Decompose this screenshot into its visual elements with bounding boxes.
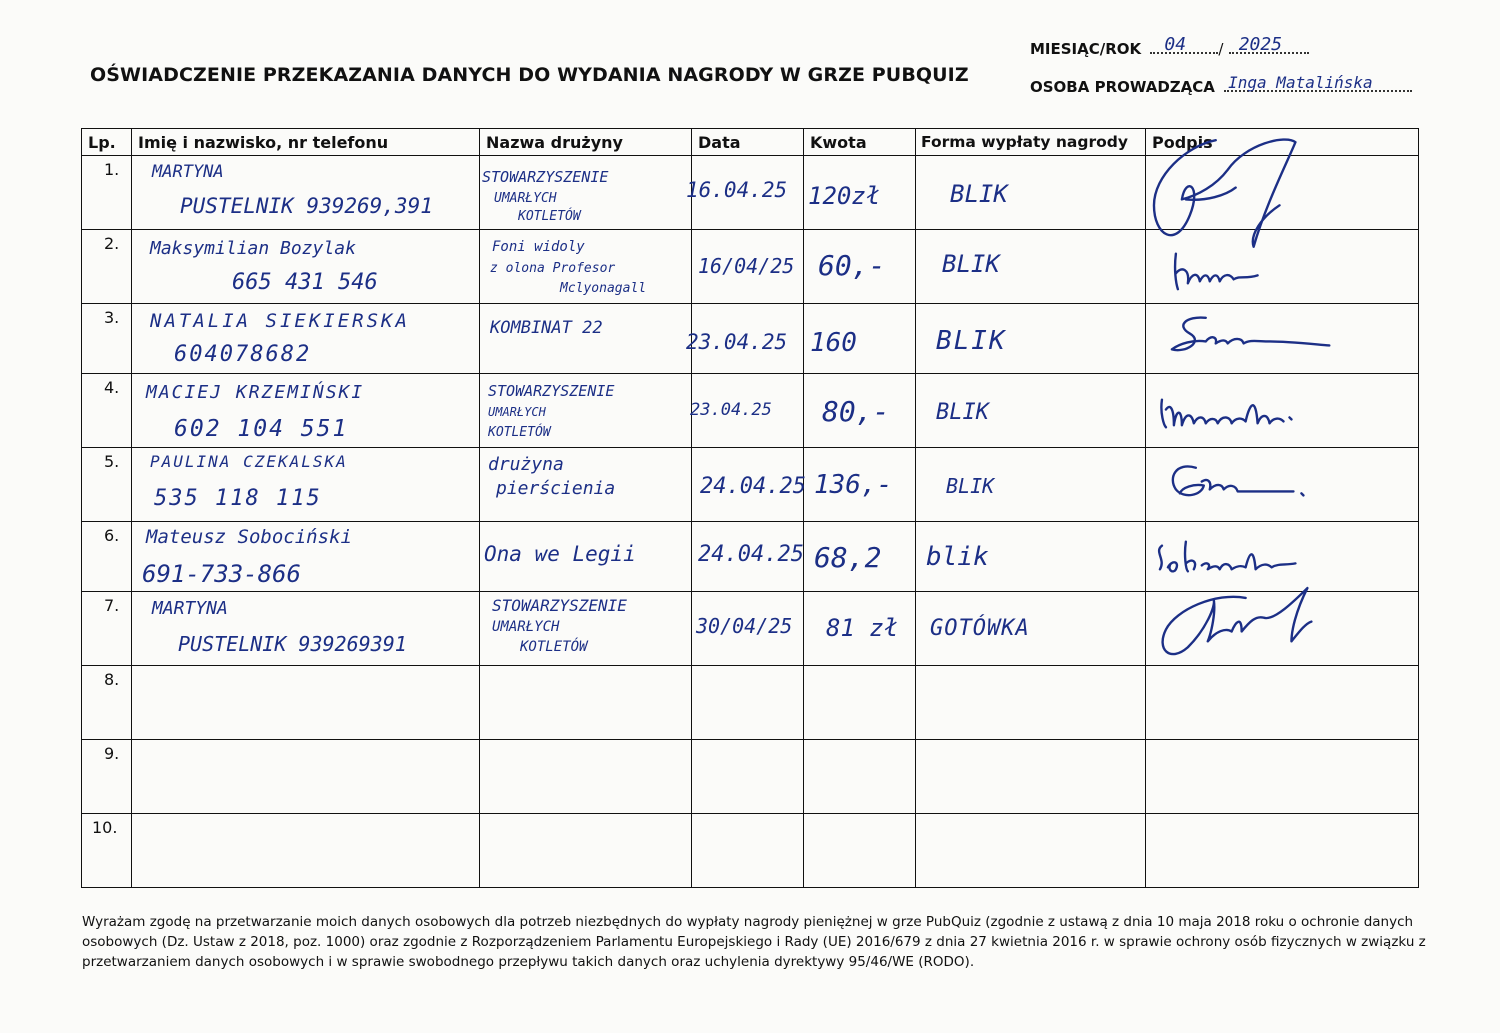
- date-cell[interactable]: [692, 740, 804, 814]
- name-phone-cell[interactable]: [132, 666, 480, 740]
- signature-cell[interactable]: [1146, 374, 1419, 448]
- date-value: 24.04.25: [700, 474, 806, 499]
- payment-value: GOTÓWKA: [930, 616, 1030, 641]
- col-header-lp: Lp.: [82, 129, 132, 156]
- payment-value: BLIK: [936, 400, 989, 425]
- person-phone: PUSTELNIK 939269391: [178, 632, 407, 656]
- name-phone-cell[interactable]: [132, 522, 480, 592]
- date-cell[interactable]: [692, 230, 804, 304]
- table-row: [82, 156, 1419, 230]
- team-cell[interactable]: [480, 740, 692, 814]
- date-cell[interactable]: [692, 814, 804, 888]
- date-value: 16.04.25: [686, 178, 788, 202]
- team-line-2: z olona Profesor: [490, 261, 616, 276]
- amount-value: 136,-: [814, 470, 893, 500]
- payment-cell[interactable]: [916, 814, 1146, 888]
- team-line-1: Ona we Legii: [484, 542, 636, 566]
- row-number: 8.: [82, 666, 132, 740]
- name-phone-cell[interactable]: [132, 156, 480, 230]
- col-header-date: Data: [692, 129, 804, 156]
- signature-cell[interactable]: [1146, 156, 1419, 230]
- row-number: 6.: [82, 522, 132, 592]
- payment-cell[interactable]: [916, 304, 1146, 374]
- date-cell[interactable]: [686, 156, 804, 230]
- amount-cell[interactable]: [804, 522, 916, 592]
- year-value: 2025: [1238, 34, 1283, 55]
- prize-table: [81, 128, 1419, 888]
- team-cell[interactable]: [480, 448, 692, 522]
- row-number: 3.: [82, 304, 132, 374]
- table-row: [82, 592, 1419, 666]
- amount-cell[interactable]: [804, 448, 916, 522]
- payment-value: blik: [926, 542, 989, 572]
- team-line-2: UMARŁYCH: [492, 619, 560, 635]
- row-number: 9.: [82, 740, 132, 814]
- amount-cell[interactable]: [804, 814, 916, 888]
- signature-scribble: [1146, 304, 1418, 373]
- person-phone: 602 104 551: [174, 416, 349, 442]
- row-number: 10.: [82, 814, 132, 888]
- person-name: Mateusz Sobociński: [146, 526, 352, 548]
- person-phone: 535 118 115: [154, 486, 322, 511]
- payment-cell[interactable]: [916, 374, 1146, 448]
- signature-cell[interactable]: [1146, 230, 1419, 304]
- table-row: [82, 522, 1419, 592]
- payment-cell[interactable]: [916, 448, 1146, 522]
- date-value: 23.04.25: [690, 400, 772, 420]
- payment-value: BLIK: [942, 250, 1000, 278]
- table-row: [82, 740, 1419, 814]
- team-line-1: STOWARZYSZENIE: [488, 382, 615, 400]
- person-phone: 665 431 546: [232, 270, 378, 295]
- signature-scribble: [1146, 448, 1418, 521]
- host-line: [1030, 73, 1412, 96]
- amount-cell[interactable]: [804, 740, 916, 814]
- amount-cell[interactable]: [804, 156, 916, 230]
- team-line-3: KOTLETÓW: [488, 425, 551, 440]
- date-value: 24.04.25: [698, 542, 804, 567]
- col-header-signature: Podpis: [1146, 129, 1419, 156]
- month-year-separator: /: [1218, 40, 1224, 58]
- table-row: [82, 304, 1419, 374]
- team-cell[interactable]: [480, 814, 692, 888]
- table-row: [82, 448, 1419, 522]
- signature-cell[interactable]: [1146, 592, 1419, 666]
- person-name: MARTYNA: [152, 162, 224, 182]
- signature-cell[interactable]: [1146, 814, 1419, 888]
- payment-cell[interactable]: [916, 740, 1146, 814]
- team-cell[interactable]: [480, 522, 692, 592]
- amount-cell[interactable]: [804, 666, 916, 740]
- amount-value: 80,-: [822, 395, 890, 428]
- amount-value: 60,-: [818, 249, 886, 282]
- col-header-team: Nazwa drużyny: [480, 129, 692, 156]
- payment-cell[interactable]: [916, 156, 1146, 230]
- table-header-row: [82, 129, 1419, 156]
- person-name: NATALIA SIEKIERSKA: [150, 310, 410, 332]
- person-phone: 691-733-866: [142, 560, 301, 588]
- person-name: Maksymilian Bozylak: [150, 238, 356, 259]
- payment-value: BLIK: [946, 474, 995, 498]
- payment-cell[interactable]: [916, 666, 1146, 740]
- host-value: Inga Matalińska: [1228, 73, 1373, 92]
- team-cell[interactable]: [480, 156, 692, 230]
- person-name: PAULINA CZEKALSKA: [150, 452, 348, 471]
- signature-scribble: [1146, 374, 1418, 447]
- date-value: 23.04.25: [686, 330, 788, 354]
- table-row: [82, 374, 1419, 448]
- name-phone-cell[interactable]: [132, 814, 480, 888]
- team-cell[interactable]: [480, 592, 692, 666]
- team-line-3: KOTLETÓW: [518, 209, 581, 224]
- name-phone-cell[interactable]: [132, 740, 480, 814]
- date-cell[interactable]: [686, 304, 804, 374]
- form-title: OŚWIADCZENIE PRZEKAZANIA DANYCH DO WYDANIA NAGRODY W GRZE PUBQUIZ: [90, 64, 969, 86]
- team-line-1: STOWARZYSZENIE: [482, 168, 609, 186]
- signature-cell[interactable]: [1146, 522, 1419, 592]
- amount-cell[interactable]: [804, 230, 916, 304]
- team-line-1: Foni widoly: [492, 239, 585, 255]
- payment-cell[interactable]: [916, 522, 1146, 592]
- consent-text: Wyrażam zgodę na przetwarzanie moich danych osobowych dla potrzeb niezbędnych do wypłaty nagrody pieniężnej w grze PubQuiz (zgodnie z ustawą z dnia 10 maja 2018 roku o ochronie danych osobowych (Dz. Ustaw z 2018, poz. 1000) oraz zgodnie z Rozporządzeniem Parlamentu Europejskiego i Rady (UE) 2016/679 z dnia 27 kwietnia 2016 r. w sprawie ochrony osób fizycznych w związku z przetwarzaniem danych osobowych i w sprawie swobodnego przepływu takich danych oraz uchylenia dyrektywy 95/46/WE (RODO).: [82, 914, 1426, 970]
- year-field[interactable]: [1229, 34, 1309, 55]
- team-line-1: KOMBINAT 22: [490, 318, 603, 338]
- host-label: OSOBA PROWADZĄCA: [1030, 78, 1215, 96]
- team-line-2: UMARŁYCH: [488, 405, 546, 419]
- date-cell[interactable]: [692, 374, 804, 448]
- team-cell[interactable]: [480, 666, 692, 740]
- table-row: [82, 230, 1419, 304]
- payment-value: BLIK: [950, 180, 1008, 208]
- month-year-label: MIESIĄC/ROK: [1030, 40, 1142, 58]
- team-cell[interactable]: [480, 304, 692, 374]
- month-value: 04: [1164, 34, 1187, 55]
- col-header-payment: Forma wypłaty nagrody: [916, 129, 1146, 156]
- month-year-line: [1030, 34, 1309, 58]
- row-number: 4.: [82, 374, 132, 448]
- signature-scribble: [1146, 522, 1418, 591]
- row-number: 5.: [82, 448, 132, 522]
- person-phone: 604078682: [174, 342, 312, 367]
- date-value: 30/04/25: [696, 614, 793, 638]
- name-phone-cell[interactable]: [132, 592, 480, 666]
- team-line-2: pierścienia: [496, 478, 616, 499]
- team-line-1: drużyna: [488, 454, 564, 475]
- amount-cell[interactable]: [804, 374, 916, 448]
- signature-cell[interactable]: [1146, 740, 1419, 814]
- amount-value: 81 zł: [826, 614, 899, 642]
- table-row: [82, 814, 1419, 888]
- payment-cell[interactable]: [916, 230, 1146, 304]
- signature-cell[interactable]: [1146, 666, 1419, 740]
- person-phone: PUSTELNIK 939269,391: [180, 194, 433, 218]
- col-header-name-phone: Imię i nazwisko, nr telefonu: [132, 129, 480, 156]
- name-phone-cell[interactable]: [132, 230, 480, 304]
- team-line-2: UMARŁYCH: [494, 191, 557, 206]
- host-field[interactable]: [1224, 73, 1412, 92]
- signature-scribble: [1146, 156, 1418, 229]
- col-header-amount: Kwota: [804, 129, 916, 156]
- amount-value: 68,2: [814, 541, 882, 574]
- date-cell[interactable]: [692, 592, 804, 666]
- date-cell[interactable]: [692, 666, 804, 740]
- date-cell[interactable]: [692, 522, 804, 592]
- row-number: 2.: [82, 230, 132, 304]
- row-number: 1.: [82, 156, 132, 230]
- team-cell[interactable]: [480, 230, 692, 304]
- amount-cell[interactable]: [804, 304, 916, 374]
- payment-cell[interactable]: [916, 592, 1146, 666]
- name-phone-cell[interactable]: [132, 448, 480, 522]
- amount-cell[interactable]: [804, 592, 916, 666]
- team-cell[interactable]: [480, 374, 692, 448]
- person-name: MARTYNA: [152, 598, 228, 619]
- signature-scribble: [1146, 592, 1418, 665]
- signature-cell[interactable]: [1146, 448, 1419, 522]
- team-line-1: STOWARZYSZENIE: [492, 596, 627, 615]
- person-name: MACIEJ KRZEMIŃSKI: [146, 382, 365, 403]
- team-line-3: Mclyonagall: [560, 281, 647, 296]
- amount-value: 160: [810, 328, 857, 358]
- name-phone-cell[interactable]: [132, 374, 480, 448]
- month-field[interactable]: [1150, 34, 1218, 55]
- payment-value: BLIK: [936, 326, 1007, 356]
- amount-value: 120zł: [808, 182, 881, 210]
- name-phone-cell[interactable]: [132, 304, 480, 374]
- signature-scribble: [1146, 230, 1418, 303]
- date-value: 16/04/25: [698, 254, 795, 278]
- date-cell[interactable]: [692, 448, 804, 522]
- team-line-3: KOTLETÓW: [520, 639, 588, 655]
- signature-cell[interactable]: [1146, 304, 1419, 374]
- row-number: 7.: [82, 592, 132, 666]
- table-row: [82, 666, 1419, 740]
